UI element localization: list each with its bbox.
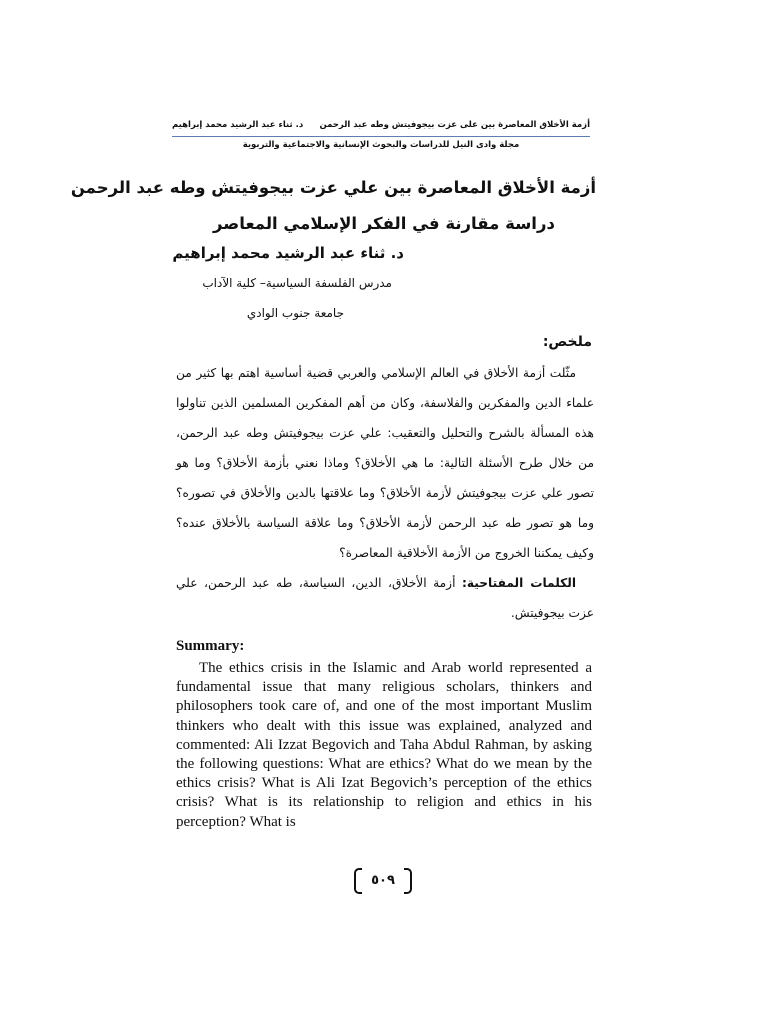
english-summary-body: The ethics crisis in the Islamic and Arab world represented a fundamental issue that many religious scholars, thinkers and philosophers took care of, and one of the most important Muslim thinkers who dealt with this issue was explained, analyzed and commented: Ali Izzat Begovich and Taha Abdul Rahman, by asking the following questions: What are ethics? What do we mean by the ethics crisis? What is Ali Izat Begovich’s perception of the ethics crisis? What is its relationship to religion and ethics in his perception? What is — [176, 660, 592, 830]
left-bracket-icon — [354, 868, 362, 894]
keywords-label: الكلمات المفتاحية: — [462, 576, 577, 590]
keywords-list: أزمة الأخلاق، الدين، السياسة، طه عبد الرحمن، علي عزت بيجوفيتش. — [176, 576, 594, 620]
paper-subtitle: دراسة مقارنة في الفكر الإسلامي المعاصر — [213, 214, 555, 233]
arabic-keywords — [176, 568, 594, 628]
author-position: مدرس الفلسفة السياسية– كلية الآداب — [202, 276, 392, 290]
running-title: أزمة الأخلاق المعاصرة بين على عزت بيجوفيتش وطه عبد الرحمن — [319, 120, 590, 130]
running-header — [172, 120, 590, 150]
header-divider — [172, 136, 590, 137]
running-author: د. ثناء عبد الرشيد محمد إبراهيم — [172, 120, 304, 130]
english-summary — [176, 659, 592, 832]
page-number: ٥٠٩ — [371, 872, 395, 888]
arabic-abstract-body: مثّلت أزمة الأخلاق في العالم الإسلامي والعربي قضية أساسية اهتم بها كثير من علماء الدين والمفكرين والفلاسفة، وكان من أهم المفكرين المسلمين الذين تناولوا هذه المسألة بالشرح والتحليل والتعقيب: علي عزت بيجوفيتش وطه عبد الرحمن، من خلال طرح الأسئلة التالية: ما هي الأخلاق؟ وماذا نعني بأزمة الأخلاق؟ وما هو تصور علي عزت بيجوفيتش لأزمة الأخلاق؟ وما علاقتها بالدين والأخلاق في تصوره؟ وما هو تصور طه عبد الرحمن لأزمة الأخلاق؟ وما علاقة السياسة بالأخلاق عنده؟ وكيف يمكننا الخروج من الأزمة الأخلاقية المعاصرة؟ — [176, 366, 594, 560]
arabic-abstract — [176, 358, 594, 628]
page-number-box — [354, 868, 412, 892]
author-university: جامعة جنوب الوادي — [246, 306, 344, 320]
paper-title: أزمة الأخلاق المعاصرة بين علي عزت بيجوفيتش وطه عبد الرحمن — [70, 178, 596, 197]
journal-name: مجلة وادى النيل للدراسات والبحوث الإنسانية والاجتماعية والتربوية — [242, 140, 520, 150]
author-name: د. ثناء عبد الرشيد محمد إبراهيم — [172, 244, 404, 262]
arabic-abstract-heading: ملخص: — [542, 334, 592, 350]
english-summary-heading: Summary: — [176, 638, 245, 654]
right-bracket-icon — [404, 868, 412, 894]
